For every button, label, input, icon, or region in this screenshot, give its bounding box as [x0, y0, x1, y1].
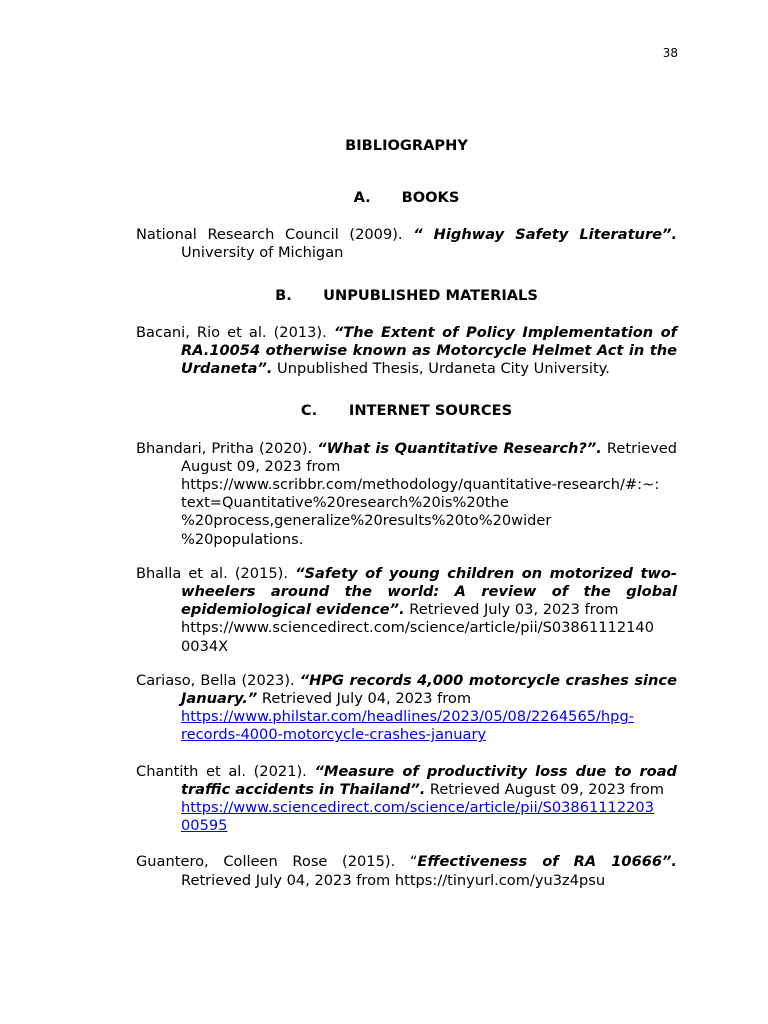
entry-hyperlink[interactable]: 00595: [181, 817, 228, 835]
entry-hyperlink[interactable]: https://www.philstar.com/headlines/2023/05/08/2264565/hpg-: [181, 708, 634, 726]
section-heading-unpublished: [136, 287, 677, 305]
entry-hyperlink[interactable]: https://www.sciencedirect.com/science/article/pii/S03861112203: [181, 799, 654, 817]
bib-entry-bhalla: [136, 565, 677, 656]
entry-details: Retrieved August 09, 2023 from: [425, 780, 664, 798]
entry-author: Cariaso, Bella (2023).: [136, 671, 300, 689]
entry-hyperlink[interactable]: records-4000-motorcycle-crashes-january: [181, 726, 487, 744]
entry-url-line: https://www.sciencedirect.com/science/article/pii/S03861112140: [181, 619, 654, 637]
entry-title: “Measure of productivity loss due to road traffic accidents in Thailand”.: [181, 762, 677, 798]
bib-entry-guantero: [136, 853, 677, 889]
entry-url-line: 0034X: [181, 637, 229, 655]
section-heading-books: [136, 189, 677, 207]
entry-url-line: https://www.scribbr.com/methodology/quantitative-research/#:~:: [181, 476, 660, 494]
entry-details: Retrieved August 09, 2023 from: [181, 439, 677, 475]
entry-author: Guantero, Colleen Rose (2015).: [136, 853, 410, 871]
section-heading-internet: [136, 402, 677, 420]
section-name: INTERNET SOURCES: [348, 402, 513, 420]
entry-url-line: %20process,generalize%20results%20to%20wider: [181, 512, 552, 530]
bib-entry-bhandari: [136, 440, 677, 549]
bibliography-content: [136, 137, 677, 890]
bib-entry-chantith: [136, 763, 677, 836]
entry-title: “ Highway Safety Literature”.: [413, 226, 677, 244]
entry-details: Retrieved July 03, 2023 from: [404, 601, 619, 619]
entry-author: Chantith et al. (2021).: [136, 762, 315, 780]
bib-entry-cariaso: [136, 672, 677, 745]
entry-title: “Safety of young children on motorized two-wheelers around the world: A review of the global epidemiological evidence”.: [181, 564, 677, 619]
section-name: UNPUBLISHED MATERIALS: [323, 286, 538, 304]
entry-title: Effectiveness of RA 10666”.: [417, 853, 677, 871]
entry-title: “HPG records 4,000 motorcycle crashes since January.”: [181, 671, 677, 708]
entry-url-line: text=Quantitative%20research%20is%20the: [181, 494, 509, 512]
entry-author: Bhandari, Pritha (2020).: [136, 439, 318, 457]
entry-author: National Research Council (2009).: [136, 226, 414, 244]
entry-details: Retrieved July 04, 2023 from: [257, 690, 472, 708]
page-title: BIBLIOGRAPHY: [345, 137, 468, 154]
section-letter: C.: [300, 402, 318, 420]
entry-title: “What is Quantitative Research?”.: [317, 439, 602, 457]
entry-url-line: %20populations.: [181, 530, 304, 548]
entry-details: Retrieved July 04, 2023 from https://tinyurl.com/yu3z4psu: [181, 871, 606, 889]
entry-author: Bhalla et al. (2015).: [136, 564, 296, 582]
section-letter: A.: [353, 189, 371, 206]
bib-entry-bacani: [136, 324, 677, 379]
entry-title: “The Extent of Policy Implementation of RA.10054 otherwise known as Motorcycle Helmet Act in the Urdaneta”.: [181, 323, 677, 378]
entry-open-quote: “: [409, 853, 418, 871]
entry-author: Bacani, Rio et al. (2013).: [136, 323, 334, 341]
section-letter: B.: [275, 286, 292, 304]
page-number: 38: [662, 46, 678, 60]
section-name: BOOKS: [401, 189, 460, 206]
bib-entry-nrc: [136, 226, 677, 262]
entry-details: University of Michigan: [181, 244, 344, 262]
entry-details: Unpublished Thesis, Urdaneta City University.: [272, 360, 610, 378]
